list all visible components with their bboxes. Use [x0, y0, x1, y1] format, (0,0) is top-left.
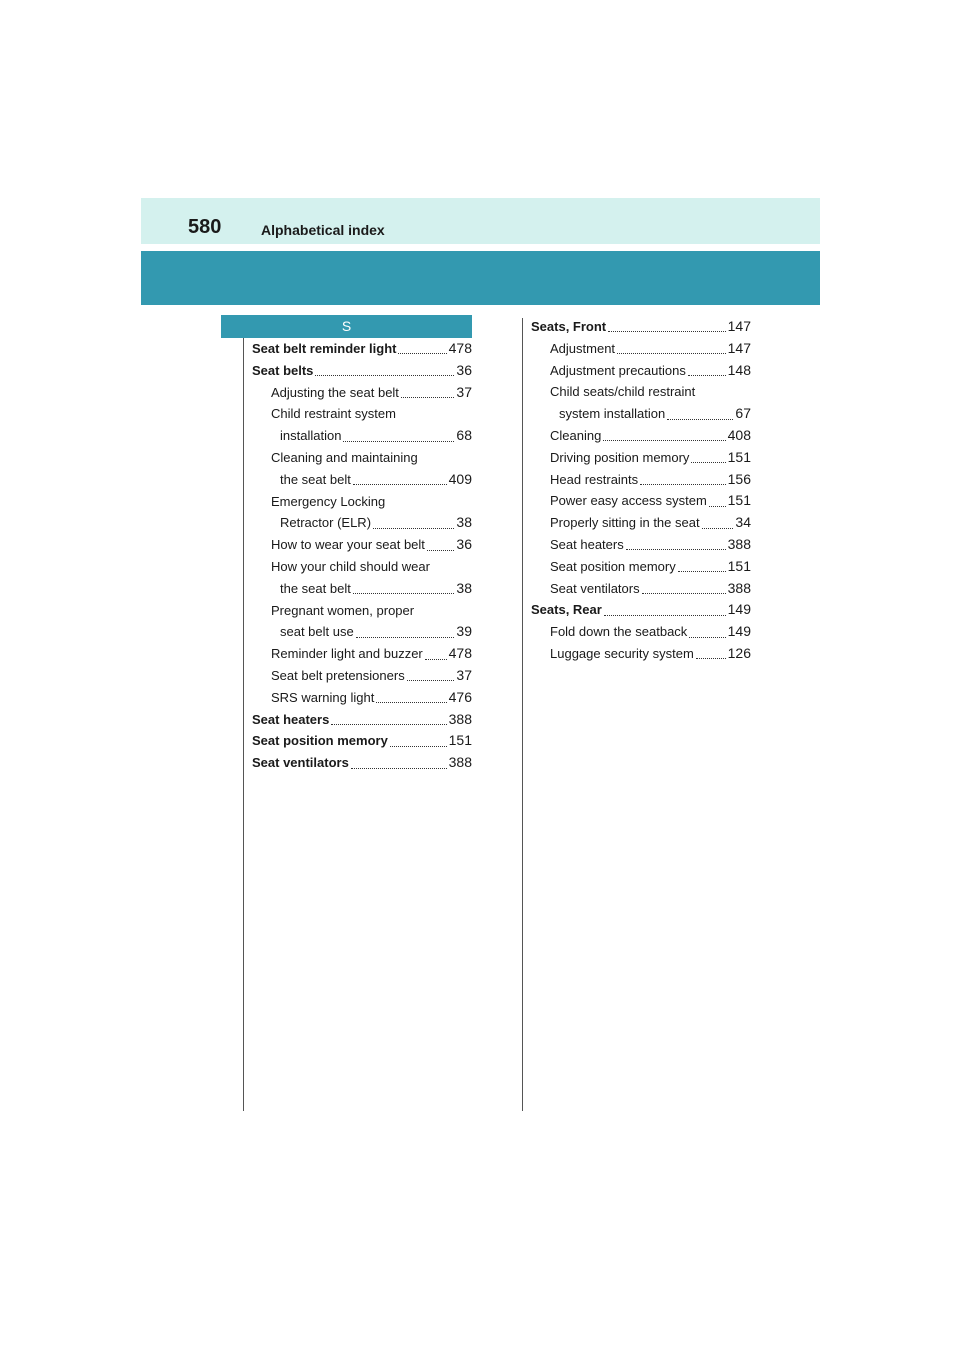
index-entry: [252, 360, 472, 382]
dot-leader: [401, 397, 455, 398]
index-entry-page: 151: [727, 492, 751, 509]
index-entry-label: Luggage security system: [550, 645, 694, 661]
index-entry-label: Retractor (ELR): [280, 515, 372, 531]
page-number: 580: [188, 216, 222, 238]
index-entry-page: 151: [448, 732, 472, 749]
index-entry-label: How your child should wear: [271, 558, 430, 574]
index-entry-page: 36: [456, 361, 472, 378]
dot-leader: [617, 353, 726, 354]
index-entry-page: 147: [727, 318, 751, 334]
index-entry-label: the seat belt: [280, 471, 351, 487]
index-entry: [531, 578, 751, 600]
index-entry-label: installation: [280, 428, 342, 444]
index-entry-label: Seat position memory: [550, 558, 676, 574]
index-entry-label: Seat ventilators: [252, 755, 349, 771]
header-bar: [141, 251, 820, 305]
index-entry-label: Power easy access system: [550, 493, 707, 509]
dot-leader: [688, 375, 726, 376]
index-entry: [531, 643, 751, 665]
index-entry: [531, 490, 751, 512]
index-entry: [252, 709, 472, 731]
index-entry-label: Pregnant women, proper: [271, 602, 415, 618]
index-entry: [252, 403, 472, 425]
dot-leader: [353, 593, 455, 594]
index-entry: [252, 469, 472, 491]
index-entry: [252, 643, 472, 665]
index-entry-label: Properly sitting in the seat: [550, 515, 700, 531]
index-entry-page: 147: [727, 339, 751, 356]
index-entry-page: 476: [448, 688, 472, 705]
index-entry-label: Seat heaters: [252, 711, 330, 727]
index-entry: [531, 403, 751, 425]
index-entry-page: 68: [456, 427, 472, 444]
index-entry-label: Seats, Front: [531, 319, 607, 334]
index-entry: [252, 512, 472, 534]
left-index-column: [252, 338, 472, 774]
index-entry: [252, 730, 472, 752]
dot-leader: [709, 506, 726, 507]
dot-leader: [390, 746, 447, 747]
index-entry: [252, 556, 472, 578]
index-entry-label: seat belt use: [280, 624, 354, 640]
index-entry: [252, 752, 472, 774]
right-index-column: [531, 316, 751, 665]
dot-leader: [604, 615, 726, 616]
section-title: Alphabetical index: [261, 222, 385, 238]
index-entry-label: Head restraints: [550, 471, 639, 487]
index-entry-label: Child seats/child restraint: [550, 384, 696, 400]
index-entry: [252, 447, 472, 469]
index-entry: [531, 338, 751, 360]
index-entry: [531, 316, 751, 338]
index-entry-page: 388: [727, 579, 751, 596]
header-band: [141, 198, 820, 244]
index-entry: [531, 381, 751, 403]
index-entry: [252, 600, 472, 622]
index-entry: [531, 556, 751, 578]
index-entry: [531, 534, 751, 556]
index-entry-page: 36: [456, 536, 472, 553]
index-entry: [531, 469, 751, 491]
index-entry-page: 478: [448, 340, 472, 356]
index-entry-page: 37: [456, 383, 472, 400]
index-entry-label: the seat belt: [280, 580, 351, 596]
index-entry-page: 388: [448, 754, 472, 771]
index-entry: [252, 687, 472, 709]
index-letter-tab: S: [221, 315, 472, 338]
index-entry: [531, 512, 751, 534]
dot-leader: [678, 571, 726, 572]
index-entry-label: Driving position memory: [550, 449, 690, 465]
index-entry: [252, 621, 472, 643]
dot-leader: [425, 659, 447, 660]
index-entry-label: Seat belts: [252, 362, 314, 378]
index-entry-page: 39: [456, 623, 472, 640]
dot-leader: [626, 549, 726, 550]
index-entry-page: 38: [456, 514, 472, 531]
dot-leader: [689, 637, 725, 638]
dot-leader: [640, 484, 725, 485]
index-entry-label: Seat position memory: [252, 733, 388, 749]
index-entry-label: Seat heaters: [550, 536, 624, 552]
index-entry-page: 478: [448, 645, 472, 662]
index-entry-page: 408: [727, 426, 751, 443]
left-column-rule: [243, 338, 244, 1111]
dot-leader: [407, 680, 455, 681]
dot-leader: [702, 528, 734, 529]
index-entry: [252, 425, 472, 447]
dot-leader: [315, 375, 454, 376]
dot-leader: [343, 441, 454, 442]
index-entry-label: Seat belt reminder light: [252, 341, 397, 356]
index-entry: [252, 534, 472, 556]
index-entry-label: Adjustment: [550, 340, 616, 356]
index-entry-page: 388: [727, 535, 751, 552]
index-entry-label: Fold down the seatback: [550, 624, 688, 640]
index-entry: [252, 338, 472, 360]
index-entry-page: 149: [727, 623, 751, 640]
index-entry-page: 126: [727, 644, 751, 661]
index-entry: [531, 621, 751, 643]
index-entry-label: SRS warning light: [271, 689, 375, 705]
dot-leader: [427, 550, 455, 551]
index-entry: [252, 665, 472, 687]
index-entry-page: 409: [448, 470, 472, 487]
index-entry-label: Adjustment precautions: [550, 362, 686, 378]
index-entry-page: 34: [735, 514, 751, 531]
dot-leader: [398, 353, 446, 354]
index-entry-page: 37: [456, 666, 472, 683]
index-entry-label: Cleaning and maintaining: [271, 449, 418, 465]
index-entry-page: 151: [727, 557, 751, 574]
index-entry-page: 149: [727, 601, 751, 618]
index-entry-label: Adjusting the seat belt: [271, 384, 399, 400]
index-entry-label: Seats, Rear: [531, 602, 602, 618]
dot-leader: [667, 419, 733, 420]
index-entry: [252, 491, 472, 513]
index-entry-label: How to wear your seat belt: [271, 537, 425, 553]
index-entry-label: Seat belt pretensioners: [271, 667, 405, 683]
index-entry-page: 151: [727, 448, 751, 465]
dot-leader: [376, 702, 446, 703]
dot-leader: [356, 637, 455, 638]
index-entry-label: Child restraint system: [271, 406, 396, 422]
index-entry: [531, 425, 751, 447]
index-entry-label: Seat ventilators: [550, 580, 640, 596]
index-entry-page: 38: [456, 579, 472, 596]
index-entry-page: 148: [727, 361, 751, 378]
dot-leader: [331, 724, 446, 725]
right-column-rule: [522, 318, 523, 1111]
index-entry-page: 156: [727, 470, 751, 487]
dot-leader: [373, 528, 454, 529]
dot-leader: [608, 331, 726, 332]
index-entry-page: 388: [448, 710, 472, 727]
index-entry-page: 67: [735, 405, 751, 422]
index-entry-label: system installation: [559, 406, 666, 422]
index-entry: [531, 447, 751, 469]
dot-leader: [353, 484, 447, 485]
index-entry-label: Emergency Locking: [271, 493, 386, 509]
index-entry: [531, 599, 751, 621]
index-entry: [531, 360, 751, 382]
dot-leader: [696, 658, 726, 659]
index-entry-label: Reminder light and buzzer: [271, 646, 423, 662]
index-entry: [252, 578, 472, 600]
dot-leader: [603, 440, 725, 441]
index-entry-label: Cleaning: [550, 427, 602, 443]
dot-leader: [642, 593, 726, 594]
dot-leader: [691, 462, 725, 463]
index-entry: [252, 382, 472, 404]
dot-leader: [351, 768, 447, 769]
